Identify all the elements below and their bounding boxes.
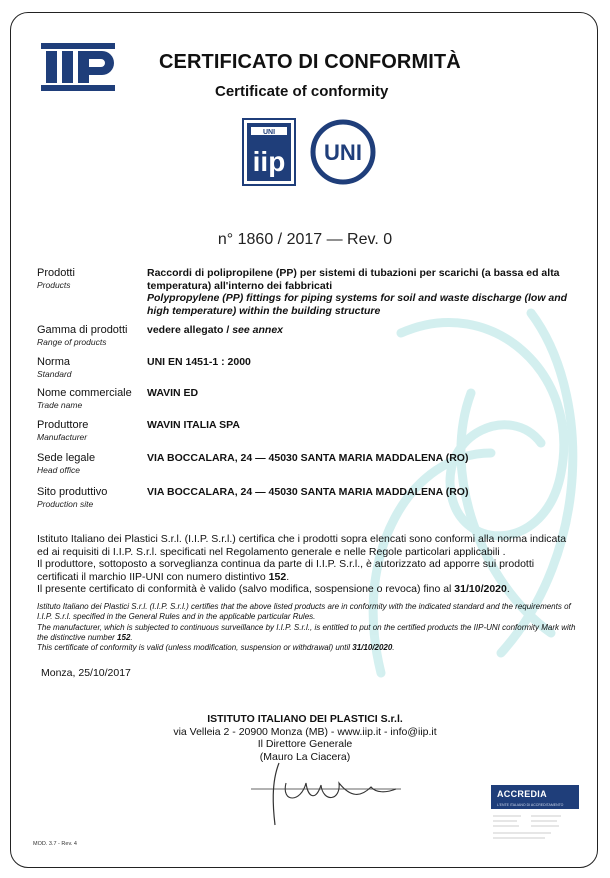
label-products-en: Products bbox=[37, 280, 71, 290]
label-trade-name-it: Nome commerciale bbox=[37, 387, 132, 399]
accredia-fine-print bbox=[491, 813, 579, 843]
form-code: MOD. 3.7 - Rev. 4 bbox=[33, 841, 77, 847]
statement-english: Istituto Italiano dei Plastici S.r.l. (I.I.P. S.r.l.) certifies that the above listed products are in conformity with the indicated standard and the requirements of I.I.P. S.r.l. specified in the General Rules and in the applicable particular Rules. The manufacturer, which is subjected to continuous surveillance by I.I.P. S.r.l., is entitled to put on the certified products the IIP-UNI conformity Mark with the distinctive number 152. This certificate of conformity is valid (unless modification, suspension or withdrawal) until 31/10/2020. bbox=[37, 602, 576, 653]
field-range: Gamma di prodotti Range of products vedere allegato / see annex bbox=[37, 324, 284, 347]
certificate-subtitle: Certificate of conformity bbox=[215, 83, 389, 100]
standard-value: UNI EN 1451-1 : 2000 bbox=[147, 356, 251, 368]
issuer-role: Il Direttore Generale bbox=[257, 738, 353, 750]
label-manufacturer-en: Manufacturer bbox=[37, 432, 88, 442]
accredia-subline: L'ENTE ITALIANO DI ACCREDITAMENTO bbox=[491, 803, 579, 809]
place-and-date: Monza, 25/10/2017 bbox=[41, 667, 131, 679]
field-products bbox=[37, 267, 577, 325]
accredia-logo bbox=[491, 785, 579, 855]
label-range-it: Gamma di prodotti bbox=[37, 324, 128, 336]
label-production-site-it: Sito produttivo bbox=[37, 486, 108, 498]
issuer-signatory: (Mauro La Ciacera) bbox=[259, 750, 351, 763]
label-production-site-en: Production site bbox=[37, 499, 94, 509]
label-products-it: Prodotti bbox=[37, 267, 75, 279]
label-manufacturer-it: Produttore bbox=[37, 419, 89, 431]
label-head-office-en: Head office bbox=[37, 465, 80, 475]
iip-uni-mark bbox=[243, 119, 295, 185]
accredia-badge: ACCREDIA bbox=[491, 785, 579, 803]
issuer-address: via Velleia 2 - 20900 Monza (MB) - www.iip.it - info@iip.it bbox=[173, 725, 437, 738]
label-head-office-it: Sede legale bbox=[37, 452, 96, 464]
label-standard-it: Norma bbox=[37, 356, 71, 368]
certificate-frame bbox=[10, 12, 598, 868]
range-value-it: vedere allegato bbox=[147, 324, 224, 336]
label-trade-name-en: Trade name bbox=[37, 400, 83, 410]
certificate-number: n° 1860 / 2017 — Rev. 0 bbox=[217, 231, 393, 248]
certification-marks bbox=[241, 117, 381, 187]
issuer-organization: ISTITUTO ITALIANO DEI PLASTICI S.r.l. bbox=[207, 713, 403, 725]
production-site-value: VIA BOCCALARA, 24 — 45030 SANTA MARIA MADDALENA (RO) bbox=[147, 486, 469, 498]
products-value-en: Polypropylene (PP) fittings for piping systems for soil and waste discharge (low and high temperature) within the building structure bbox=[147, 292, 568, 317]
field-manufacturer bbox=[37, 419, 577, 445]
manufacturer-value: WAVIN ITALIA SPA bbox=[147, 419, 240, 431]
handwritten-signature bbox=[211, 753, 411, 833]
uni-mark bbox=[313, 122, 373, 182]
range-value-en: see annex bbox=[232, 324, 284, 336]
field-standard bbox=[37, 356, 577, 382]
svg-text:UNI: UNI bbox=[324, 140, 362, 165]
svg-text:UNI: UNI bbox=[262, 129, 276, 136]
statement-italian: Istituto Italiano dei Plastici S.r.l. (I.I.P. S.r.l.) certifica che i prodotti sopra elencati sono conformi alla norma indicata ed ai requisiti di I.I.P. S.r.l. specificati nel Regolamento generale e nelle Regole particolari applicabili . Il produttore, sottoposto a sorveglianza continua da parte di I.I.P. S.r.l., è autorizzato ad apporre sui prodotti certificati il marchio IIP-UNI con numero distintivo 152. Il presente certificato di conformità è valido (salvo modifica, sospensione o revoca) fino al 31/10/2020. bbox=[37, 533, 567, 595]
svg-text:iip: iip bbox=[252, 146, 286, 177]
products-value-it: Raccordi di polipropilene (PP) per sistemi di tubazioni per scarichi (a bassa ed alta temperatura) all'interno dei fabbricati bbox=[147, 267, 560, 292]
label-standard-en: Standard bbox=[37, 369, 72, 379]
trade-name-value: WAVIN ED bbox=[147, 387, 199, 399]
iip-logo bbox=[39, 41, 119, 93]
field-head-office bbox=[37, 452, 577, 478]
field-production-site bbox=[37, 486, 577, 512]
field-trade-name bbox=[37, 387, 577, 413]
certificate-title: CERTIFICATO DI CONFORMITÀ bbox=[159, 51, 461, 73]
head-office-value: VIA BOCCALARA, 24 — 45030 SANTA MARIA MADDALENA (RO) bbox=[147, 452, 469, 464]
label-range-en: Range of products bbox=[37, 337, 107, 347]
